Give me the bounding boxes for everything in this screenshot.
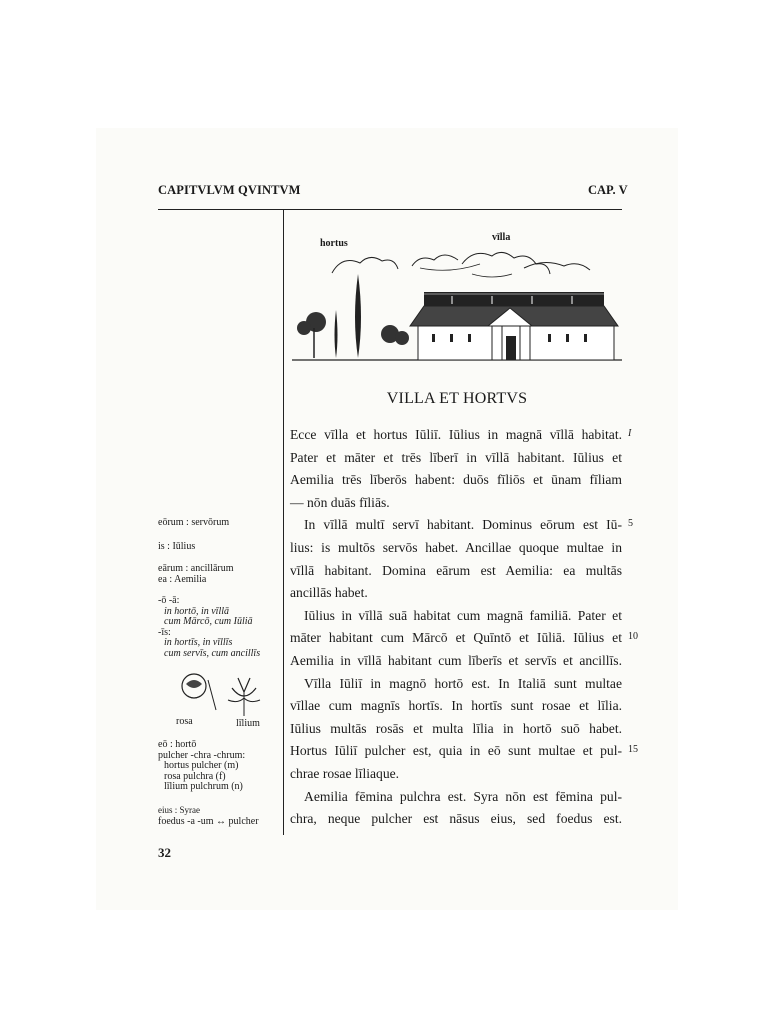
- note-eorum: eōrum : servōrum: [158, 517, 230, 528]
- text-line: chrae rosae līliaque.: [290, 765, 400, 781]
- column-divider: [283, 209, 284, 835]
- note-eo: eō : hortō: [158, 739, 197, 750]
- note-endings-4: cum servīs, cum ancillīs: [164, 647, 261, 659]
- note-endings: [158, 596, 280, 660]
- text-line: ancillās habet.: [290, 585, 368, 601]
- villa-illustration: [292, 228, 622, 368]
- text-line: Aemilia in vīllā habitant cum līberīs et servīs et ancillīs.: [290, 652, 622, 668]
- note-pulcher-head: pulcher -chra -chrum:: [158, 749, 246, 761]
- text-line: In vīllā multī servī habitant. Dominus eōrum est Iū-: [304, 517, 622, 533]
- text-line: Hortus Iūliī pulcher est, quia in eō sunt multae et pul-: [290, 743, 622, 759]
- note-ea: ea : Aemilia: [158, 574, 207, 585]
- line-number-15: 15: [628, 744, 638, 755]
- note-is: is : Iūlius: [158, 541, 196, 552]
- text-line: Aemilia trēs līberōs habent: duōs fīliōs et ūnam fīliam: [290, 472, 622, 488]
- note-endings-1: in hortō, in vīllā: [164, 605, 229, 617]
- note-pulcher-f: rosa pulchra (f): [164, 770, 226, 782]
- villa-drawing: [292, 228, 622, 368]
- note-pulcher: [158, 740, 280, 793]
- note-endings-3: in hortīs, in vīllīs: [164, 637, 233, 649]
- text-line: Iūlius multās rosās et multa līlia in hortō suō habet.: [290, 720, 622, 736]
- rose-lily-illustration: [172, 670, 268, 718]
- note-endings-2: cum Mārcō, cum Iūliā: [164, 616, 253, 628]
- line-number-10: 10: [628, 631, 638, 642]
- text-line: Ecce vīlla et hortus Iūliī. Iūlius in magnā vīllā habitat.: [290, 427, 622, 442]
- note-earum: eārum : ancillārum: [158, 563, 234, 574]
- label-lilium: līlium: [236, 718, 260, 729]
- text-line: māter habitant cum Mārcō et Quīntō et Iūliā. Iūlius et: [290, 630, 622, 646]
- label-hortus: hortus: [320, 238, 348, 249]
- note-pulcher-m: hortus pulcher (m): [164, 760, 239, 772]
- text-line: Pater et māter et trēs līberī in vīllā habitant. Iūlius et: [290, 449, 622, 465]
- main-text: [290, 424, 622, 831]
- section-title: VILLA ET HORTVS: [386, 390, 528, 407]
- note-eius: eius : Syrae: [158, 805, 200, 815]
- label-villa: vīlla: [492, 232, 511, 243]
- text-line: — nōn duās fīliās.: [290, 494, 390, 510]
- chapter-title: CAPITVLVM QVINTVM: [158, 183, 301, 197]
- text-line: Aemilia fēmina pulchra est. Syra nōn est fēmina pul-: [304, 788, 622, 804]
- text-line: Vīlla Iūliī in magnō hortō est. In Italiā sunt multae: [304, 675, 622, 691]
- text-line: chra, neque pulcher est nāsus eius, sed foedus est.: [290, 811, 622, 827]
- text-line: lius: is multōs servōs habet. Ancillae quoque multae in: [290, 539, 622, 555]
- header-rule: [158, 209, 622, 210]
- flower-drawing: [172, 670, 268, 718]
- note-endings-is: -īs:: [158, 626, 171, 638]
- text-line: vīllae cum magnīs hortīs. In hortīs sunt rosae et līlia.: [290, 698, 622, 714]
- note-endings-head: -ō -ā:: [158, 595, 180, 606]
- line-number-5: 5: [628, 518, 633, 529]
- text-line: vīllā habitant. Domina eārum est Aemilia: ea multās: [290, 562, 622, 578]
- page-number: 32: [158, 845, 171, 860]
- note-foedus: foedus -a -um ↔ pulcher: [158, 816, 259, 827]
- note-pulcher-n: līlium pulchrum (n): [164, 781, 243, 793]
- label-rosa: rosa: [176, 716, 193, 727]
- chapter-short: CAP. V: [588, 183, 628, 197]
- line-number-1: I: [628, 428, 632, 439]
- text-line: Iūlius in vīllā suā habitat cum magnā familiā. Pater et: [304, 607, 622, 623]
